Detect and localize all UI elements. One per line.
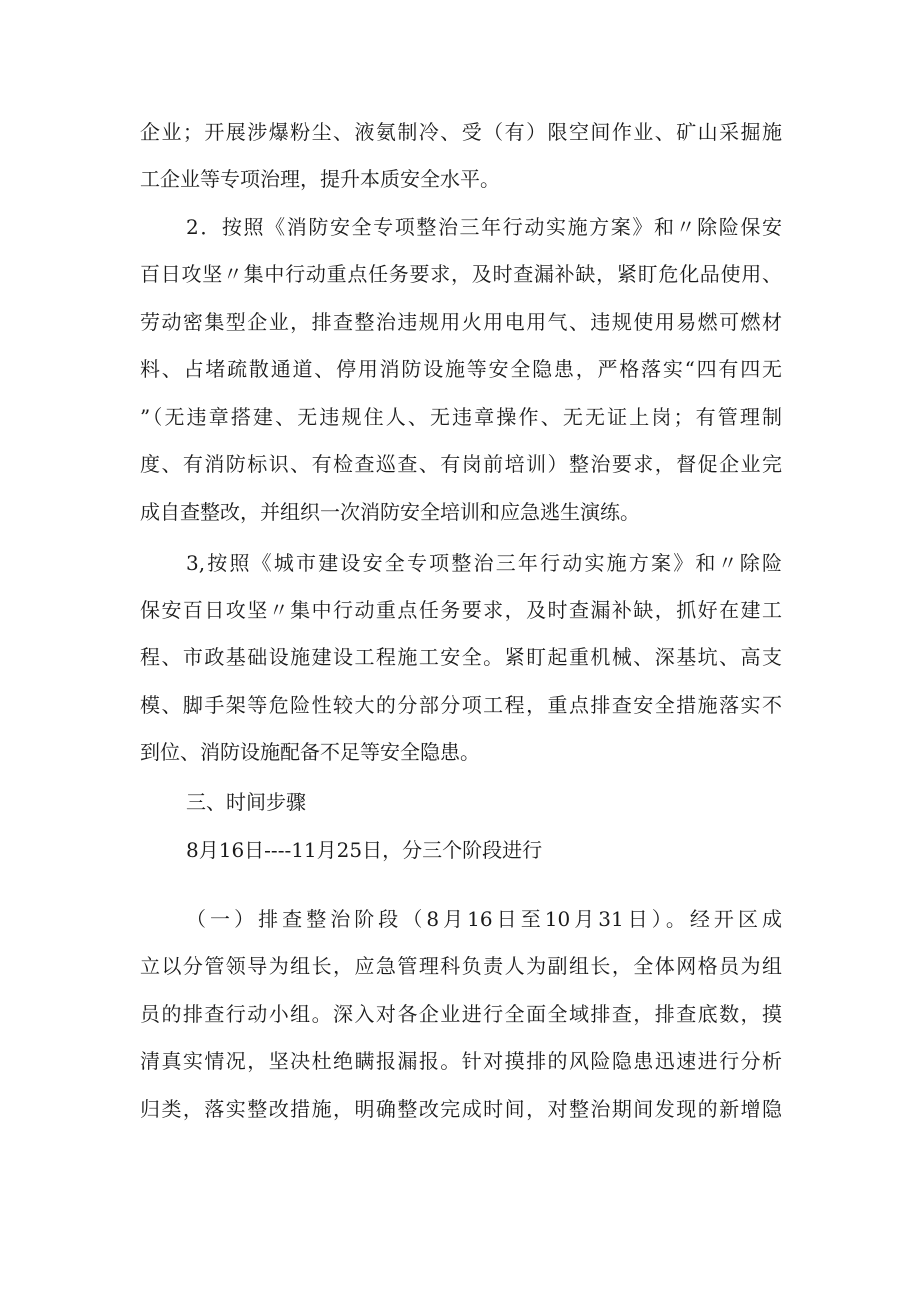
paragraph-line: 2．按照《消防安全专项整治三年行动实施方案》和〃除险保安 xyxy=(186,215,782,239)
paragraph-line: 员的排查行动小组。深入对各企业进行全面全域排查，排查底数，摸 xyxy=(140,1002,782,1026)
paragraph-line: 归类，落实整改措施，明确整改完成时间，对整治期间发现的新增隐 xyxy=(140,1097,782,1121)
paragraph-line: 企业；开展涉爆粉尘、液氨制冷、受（有）限空间作业、矿山采掘施 xyxy=(140,120,782,144)
paragraph-line: 保安百日攻坚〃集中行动重点任务要求，及时查漏补缺，抓好在建工 xyxy=(140,598,782,622)
paragraph-line: 成自查整改，并组织一次消防安全培训和应急逃生演练。 xyxy=(140,500,640,524)
paragraph-line: （一）排查整治阶段（8月16日至10月31日）。经开区成 xyxy=(186,907,782,931)
paragraph-line: 3,按照《城市建设安全专项整治三年行动实施方案》和〃除险 xyxy=(186,551,782,575)
paragraph-line: 度、有消防标识、有检查巡查、有岗前培训）整治要求，督促企业完 xyxy=(140,452,782,476)
paragraph-line: 模、脚手架等危险性较大的分部分项工程，重点排查安全措施落实不 xyxy=(140,693,782,717)
paragraph-line: 劳动密集型企业，排查整治违规用火用电用气、违规使用易燃可燃材 xyxy=(140,310,782,334)
paragraph-line: ”（无违章搭建、无违规住人、无违章操作、无无证上岗；有管理制 xyxy=(140,405,782,429)
paragraph-line: 到位、消防设施配备不足等安全隐患。 xyxy=(140,740,480,764)
section-heading: 三、时间步骤 xyxy=(186,790,306,814)
paragraph-line: 立以分管领导为组长，应急管理科负责人为副组长，全体网格员为组 xyxy=(140,954,782,978)
paragraph-line: 清真实情况，坚决杜绝瞒报漏报。针对摸排的风险隐患迅速进行分析 xyxy=(140,1049,782,1073)
schedule-line: 8月16日----11月25日，分三个阶段进行 xyxy=(186,838,543,862)
paragraph-line: 料、占堵疏散通道、停用消防设施等安全隐患，严格落实“四有四无 xyxy=(140,357,782,381)
paragraph-line: 程、市政基础设施建设工程施工安全。紧盯起重机械、深基坑、高支 xyxy=(140,645,782,669)
paragraph-line: 百日攻坚〃集中行动重点任务要求，及时查漏补缺，紧盯危化品使用、 xyxy=(140,262,782,286)
paragraph-line: 工企业等专项治理，提升本质安全水平。 xyxy=(140,167,500,191)
